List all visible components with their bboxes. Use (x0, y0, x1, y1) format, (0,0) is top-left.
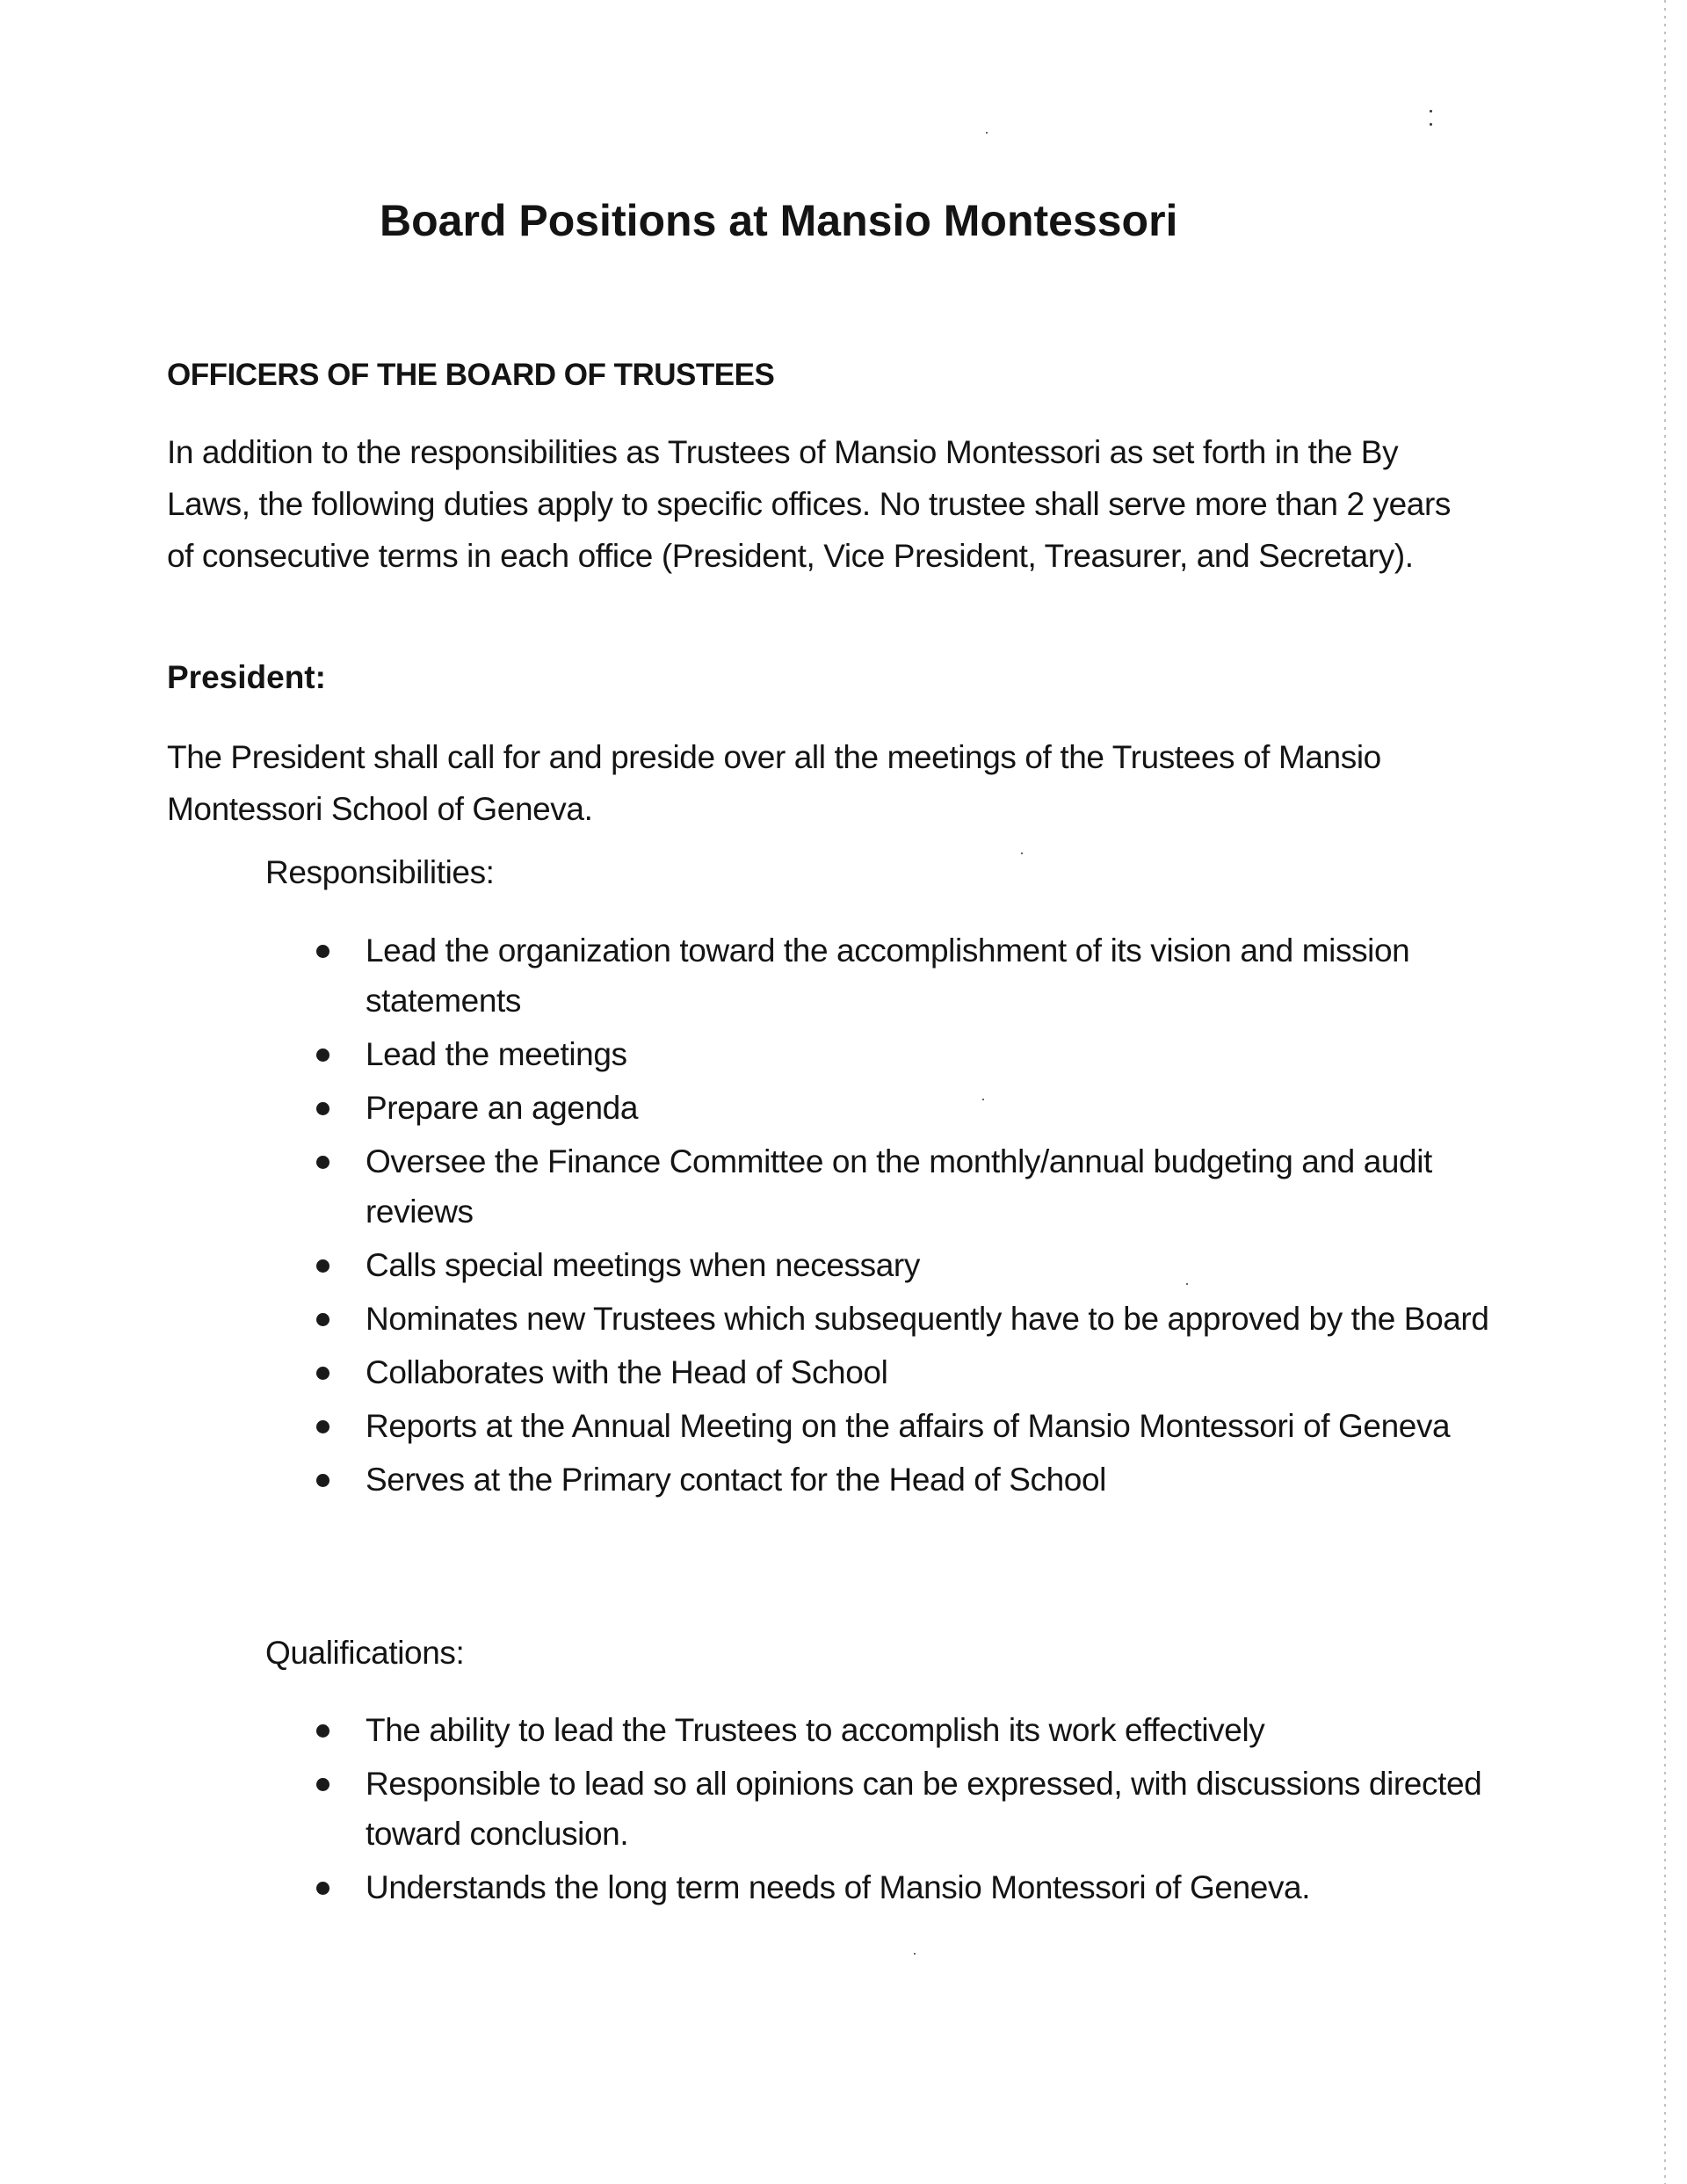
president-heading: President: (167, 659, 326, 695)
president-description: The President shall call for and preside over all the meetings of the Trustees of Mansio Montessori School of Geneva. (167, 739, 1381, 827)
bullet-icon (316, 945, 329, 958)
list-item: Lead the meetings (316, 1029, 1494, 1079)
list-item: Prepare an agenda (316, 1083, 1494, 1133)
bullet-icon (316, 1367, 329, 1380)
bullet-icon (316, 1313, 329, 1326)
scan-speck (1021, 853, 1023, 854)
scan-speck (986, 132, 988, 134)
responsibilities-list (316, 925, 1494, 1508)
bullet-icon (316, 1156, 329, 1169)
bullet-icon (316, 1259, 329, 1273)
bullet-icon (316, 1474, 329, 1487)
list-item: Understands the long term needs of Mansio Montessori of Geneva. (316, 1862, 1494, 1912)
bullet-icon (316, 1420, 329, 1433)
list-item: Reports at the Annual Meeting on the affairs of Mansio Montessori of Geneva (316, 1401, 1494, 1451)
bullet-icon (316, 1882, 329, 1895)
bullet-icon (316, 1048, 329, 1062)
list-item: Lead the organization toward the accomplishment of its vision and mission statements (316, 925, 1494, 1026)
scan-speck (914, 1953, 916, 1955)
scan-speck (1430, 123, 1432, 126)
bullet-icon (316, 1102, 329, 1115)
list-item: Nominates new Trustees which subsequently have to be approved by the Board (316, 1294, 1494, 1344)
bullet-icon (316, 1724, 329, 1738)
list-item: Oversee the Finance Committee on the monthly/annual budgeting and audit reviews (316, 1136, 1494, 1237)
qualifications-list (316, 1705, 1494, 1916)
scan-speck (1430, 110, 1432, 112)
responsibilities-label: Responsibilities: (265, 854, 495, 890)
list-item: Calls special meetings when necessary (316, 1240, 1494, 1290)
list-item: Serves at the Primary contact for the Head of School (316, 1455, 1494, 1505)
bullet-icon (316, 1778, 329, 1791)
document-title: Board Positions at Mansio Montessori (380, 196, 1178, 245)
qualifications-label: Qualifications: (265, 1635, 465, 1671)
list-item: Responsible to lead so all opinions can be expressed, with discussions directed toward conclusion. (316, 1759, 1494, 1859)
intro-paragraph: In addition to the responsibilities as Trustees of Mansio Montessori as set forth in the By Laws, the following duties apply to specific offices. No trustee shall serve more than 2 years of consecutive terms in each office (President, Vice President, Treasurer, and Secretary). (167, 434, 1451, 574)
scan-edge-artifact (1664, 0, 1666, 2184)
section-heading: OFFICERS OF THE BOARD OF TRUSTEES (167, 358, 775, 392)
list-item: The ability to lead the Trustees to accomplish its work effectively (316, 1705, 1494, 1755)
list-item: Collaborates with the Head of School (316, 1347, 1494, 1397)
